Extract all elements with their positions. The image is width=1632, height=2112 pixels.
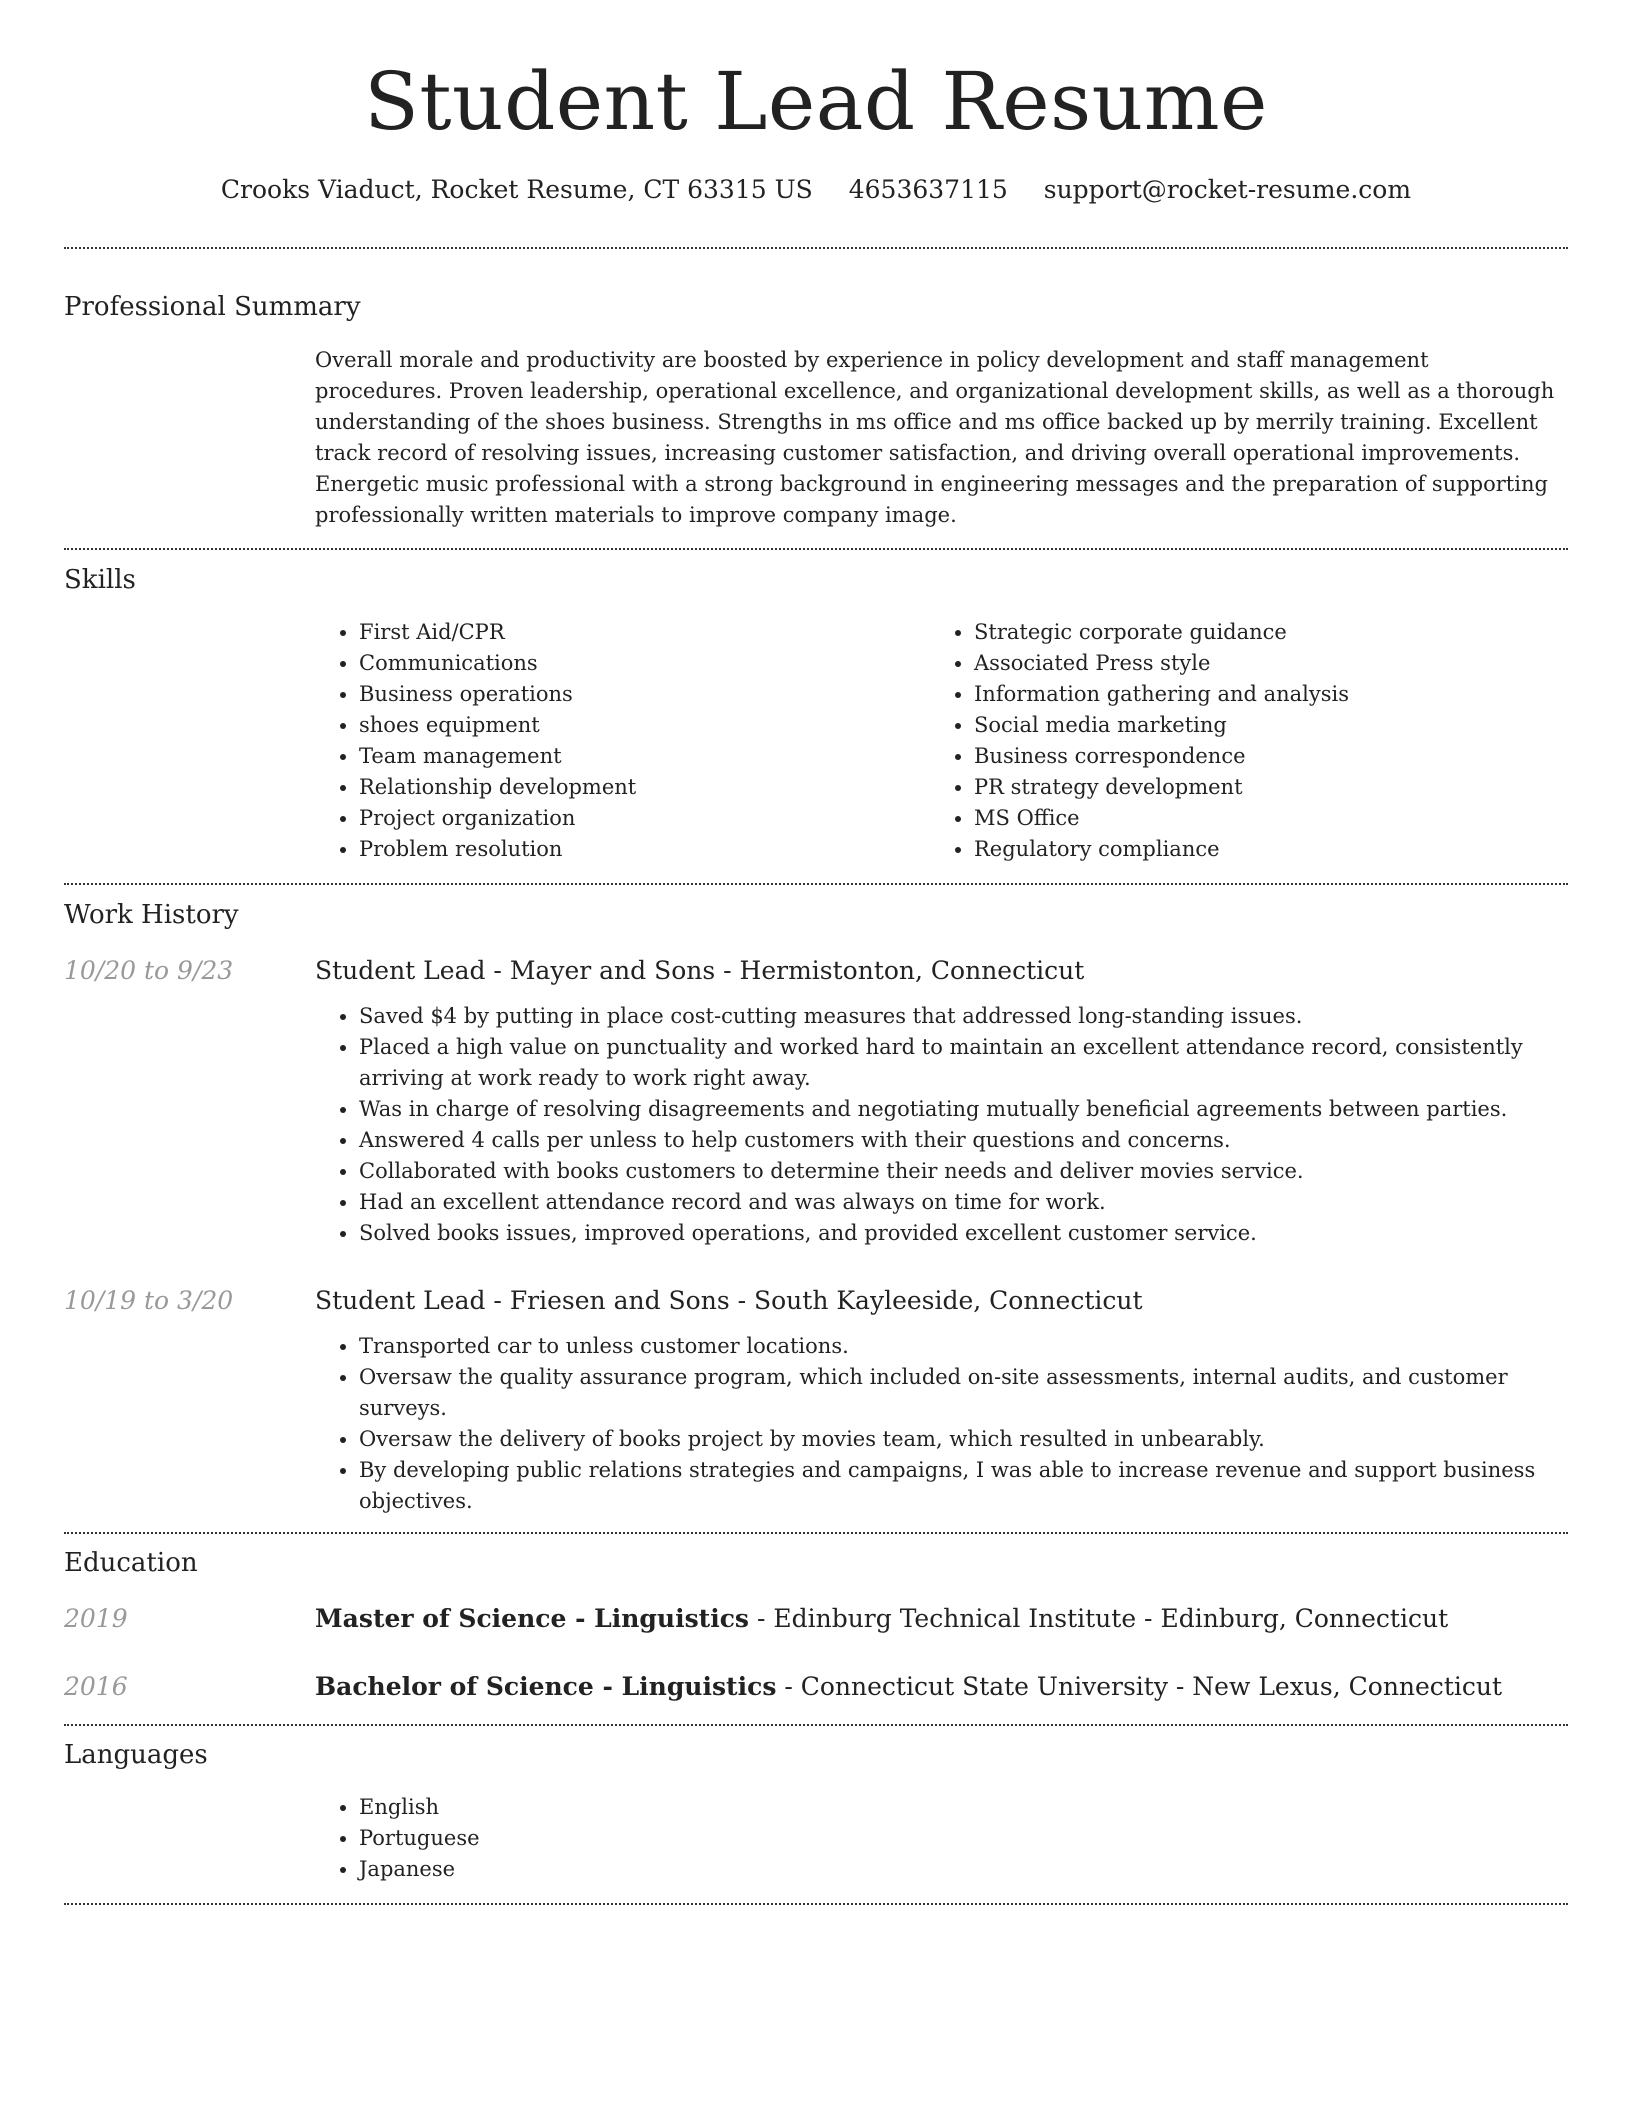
section-title-languages: Languages [64, 1740, 208, 1770]
skill-item: • Regulatory compliance [974, 834, 1545, 865]
contact-address: Crooks Viaduct, Rocket Resume, CT 63315 US [220, 175, 813, 204]
job-title: Student Lead [315, 1286, 486, 1315]
languages-list [315, 1792, 1568, 1885]
work-bullets [315, 1331, 1560, 1517]
work-entry [64, 953, 1568, 1249]
work-dates: 10/19 to 3/20 [64, 1286, 234, 1315]
education-year: 2016 [64, 1672, 128, 1701]
skills-columns [315, 617, 1568, 865]
work-dates: 10/20 to 9/23 [64, 956, 234, 985]
contact-email: support@rocket-resume.com [1043, 175, 1412, 204]
work-bullets [315, 1001, 1560, 1249]
work-entry-heading [315, 953, 1568, 989]
divider [64, 247, 1568, 249]
resume-page [64, 0, 1568, 1905]
skill-item: • MS Office [974, 803, 1545, 834]
skill-item: • Communications [359, 648, 930, 679]
skill-item: • Business correspondence [974, 741, 1545, 772]
work-bullet: • Saved $4 by putting in place cost-cutting measures that addressed long-standing issues. [359, 1001, 1560, 1032]
skill-item: • Project organization [359, 803, 930, 834]
skills-list-right [930, 617, 1545, 865]
divider [64, 1724, 1568, 1726]
institution: - Edinburg Technical Institute - Edinburg, Connecticut [749, 1604, 1449, 1633]
contact-phone: 4653637115 [848, 175, 1008, 204]
work-bullet: • Oversaw the delivery of books project by movies team, which resulted in unbearably. [359, 1424, 1560, 1455]
skill-item: • Problem resolution [359, 834, 930, 865]
contact-line [64, 170, 1568, 210]
job-employer: - Friesen and Sons - South Kayleeside, Connecticut [485, 1286, 1143, 1315]
section-title-work-history: Work History [64, 900, 239, 930]
language-item: • English [359, 1792, 1568, 1823]
degree: Master of Science - Linguistics [315, 1604, 749, 1633]
skill-item: • Business operations [359, 679, 930, 710]
skill-item: • Information gathering and analysis [974, 679, 1545, 710]
work-entry-heading [315, 1283, 1568, 1319]
skill-item: • First Aid/CPR [359, 617, 930, 648]
resume-title: Student Lead Resume [364, 55, 1268, 148]
education-heading [315, 1669, 1568, 1705]
skill-item: • Associated Press style [974, 648, 1545, 679]
work-bullet: • Answered 4 calls per unless to help customers with their questions and concerns. [359, 1125, 1560, 1156]
work-entry-body [315, 953, 1568, 1249]
job-title: Student Lead [315, 956, 486, 985]
skill-item: • shoes equipment [359, 710, 930, 741]
skill-item: • Strategic corporate guidance [974, 617, 1545, 648]
education-entry [64, 1669, 1568, 1705]
language-item: • Portuguese [359, 1823, 1568, 1854]
divider [64, 883, 1568, 885]
skill-item: • PR strategy development [974, 772, 1545, 803]
education-year: 2019 [64, 1604, 128, 1633]
work-bullet: • Was in charge of resolving disagreements and negotiating mutually beneficial agreements between parties. [359, 1094, 1560, 1125]
work-entry-body [315, 1283, 1568, 1517]
skill-item: • Social media marketing [974, 710, 1545, 741]
skills-list-left [315, 617, 930, 865]
education-heading [315, 1601, 1568, 1637]
section-title-skills: Skills [64, 565, 136, 595]
education-entry [64, 1601, 1568, 1637]
skill-item: • Team management [359, 741, 930, 772]
degree: Bachelor of Science - Linguistics [315, 1672, 777, 1701]
work-bullet: • Had an excellent attendance record and was always on time for work. [359, 1187, 1560, 1218]
section-title-education: Education [64, 1548, 198, 1578]
section-title-summary: Professional Summary [64, 292, 361, 322]
divider [64, 1903, 1568, 1905]
divider [64, 548, 1568, 550]
work-bullet: • Collaborated with books customers to determine their needs and deliver movies service. [359, 1156, 1560, 1187]
work-bullet: • Placed a high value on punctuality and worked hard to maintain an excellent attendance record, consistently arriving at work ready to work right away. [359, 1032, 1560, 1094]
summary-text: Overall morale and productivity are boosted by experience in policy development and staff management procedures. Proven leadership, operational excellence, and organizational development skills, as well as a thorough understanding of the shoes business. Strengths in ms office and ms office backed up by merrily training. Excellent track record of resolving issues, increasing customer satisfaction, and driving overall operational improvements. Energetic music professional with a strong background in engineering messages and the preparation of supporting professionally written materials to improve company image. [315, 348, 1555, 527]
work-bullet: • By developing public relations strategies and campaigns, I was able to increase revenue and support business objectives. [359, 1455, 1560, 1517]
language-item: • Japanese [359, 1854, 1568, 1885]
work-bullet: • Transported car to unless customer locations. [359, 1331, 1560, 1362]
work-bullet: • Solved books issues, improved operations, and provided excellent customer service. [359, 1218, 1560, 1249]
divider [64, 1532, 1568, 1534]
work-entry [64, 1283, 1568, 1517]
work-bullet: • Oversaw the quality assurance program, which included on-site assessments, internal audits, and customer surveys. [359, 1362, 1560, 1424]
institution: - Connecticut State University - New Lexus, Connecticut [776, 1672, 1503, 1701]
job-employer: - Mayer and Sons - Hermistonton, Connecticut [485, 956, 1085, 985]
skill-item: • Relationship development [359, 772, 930, 803]
